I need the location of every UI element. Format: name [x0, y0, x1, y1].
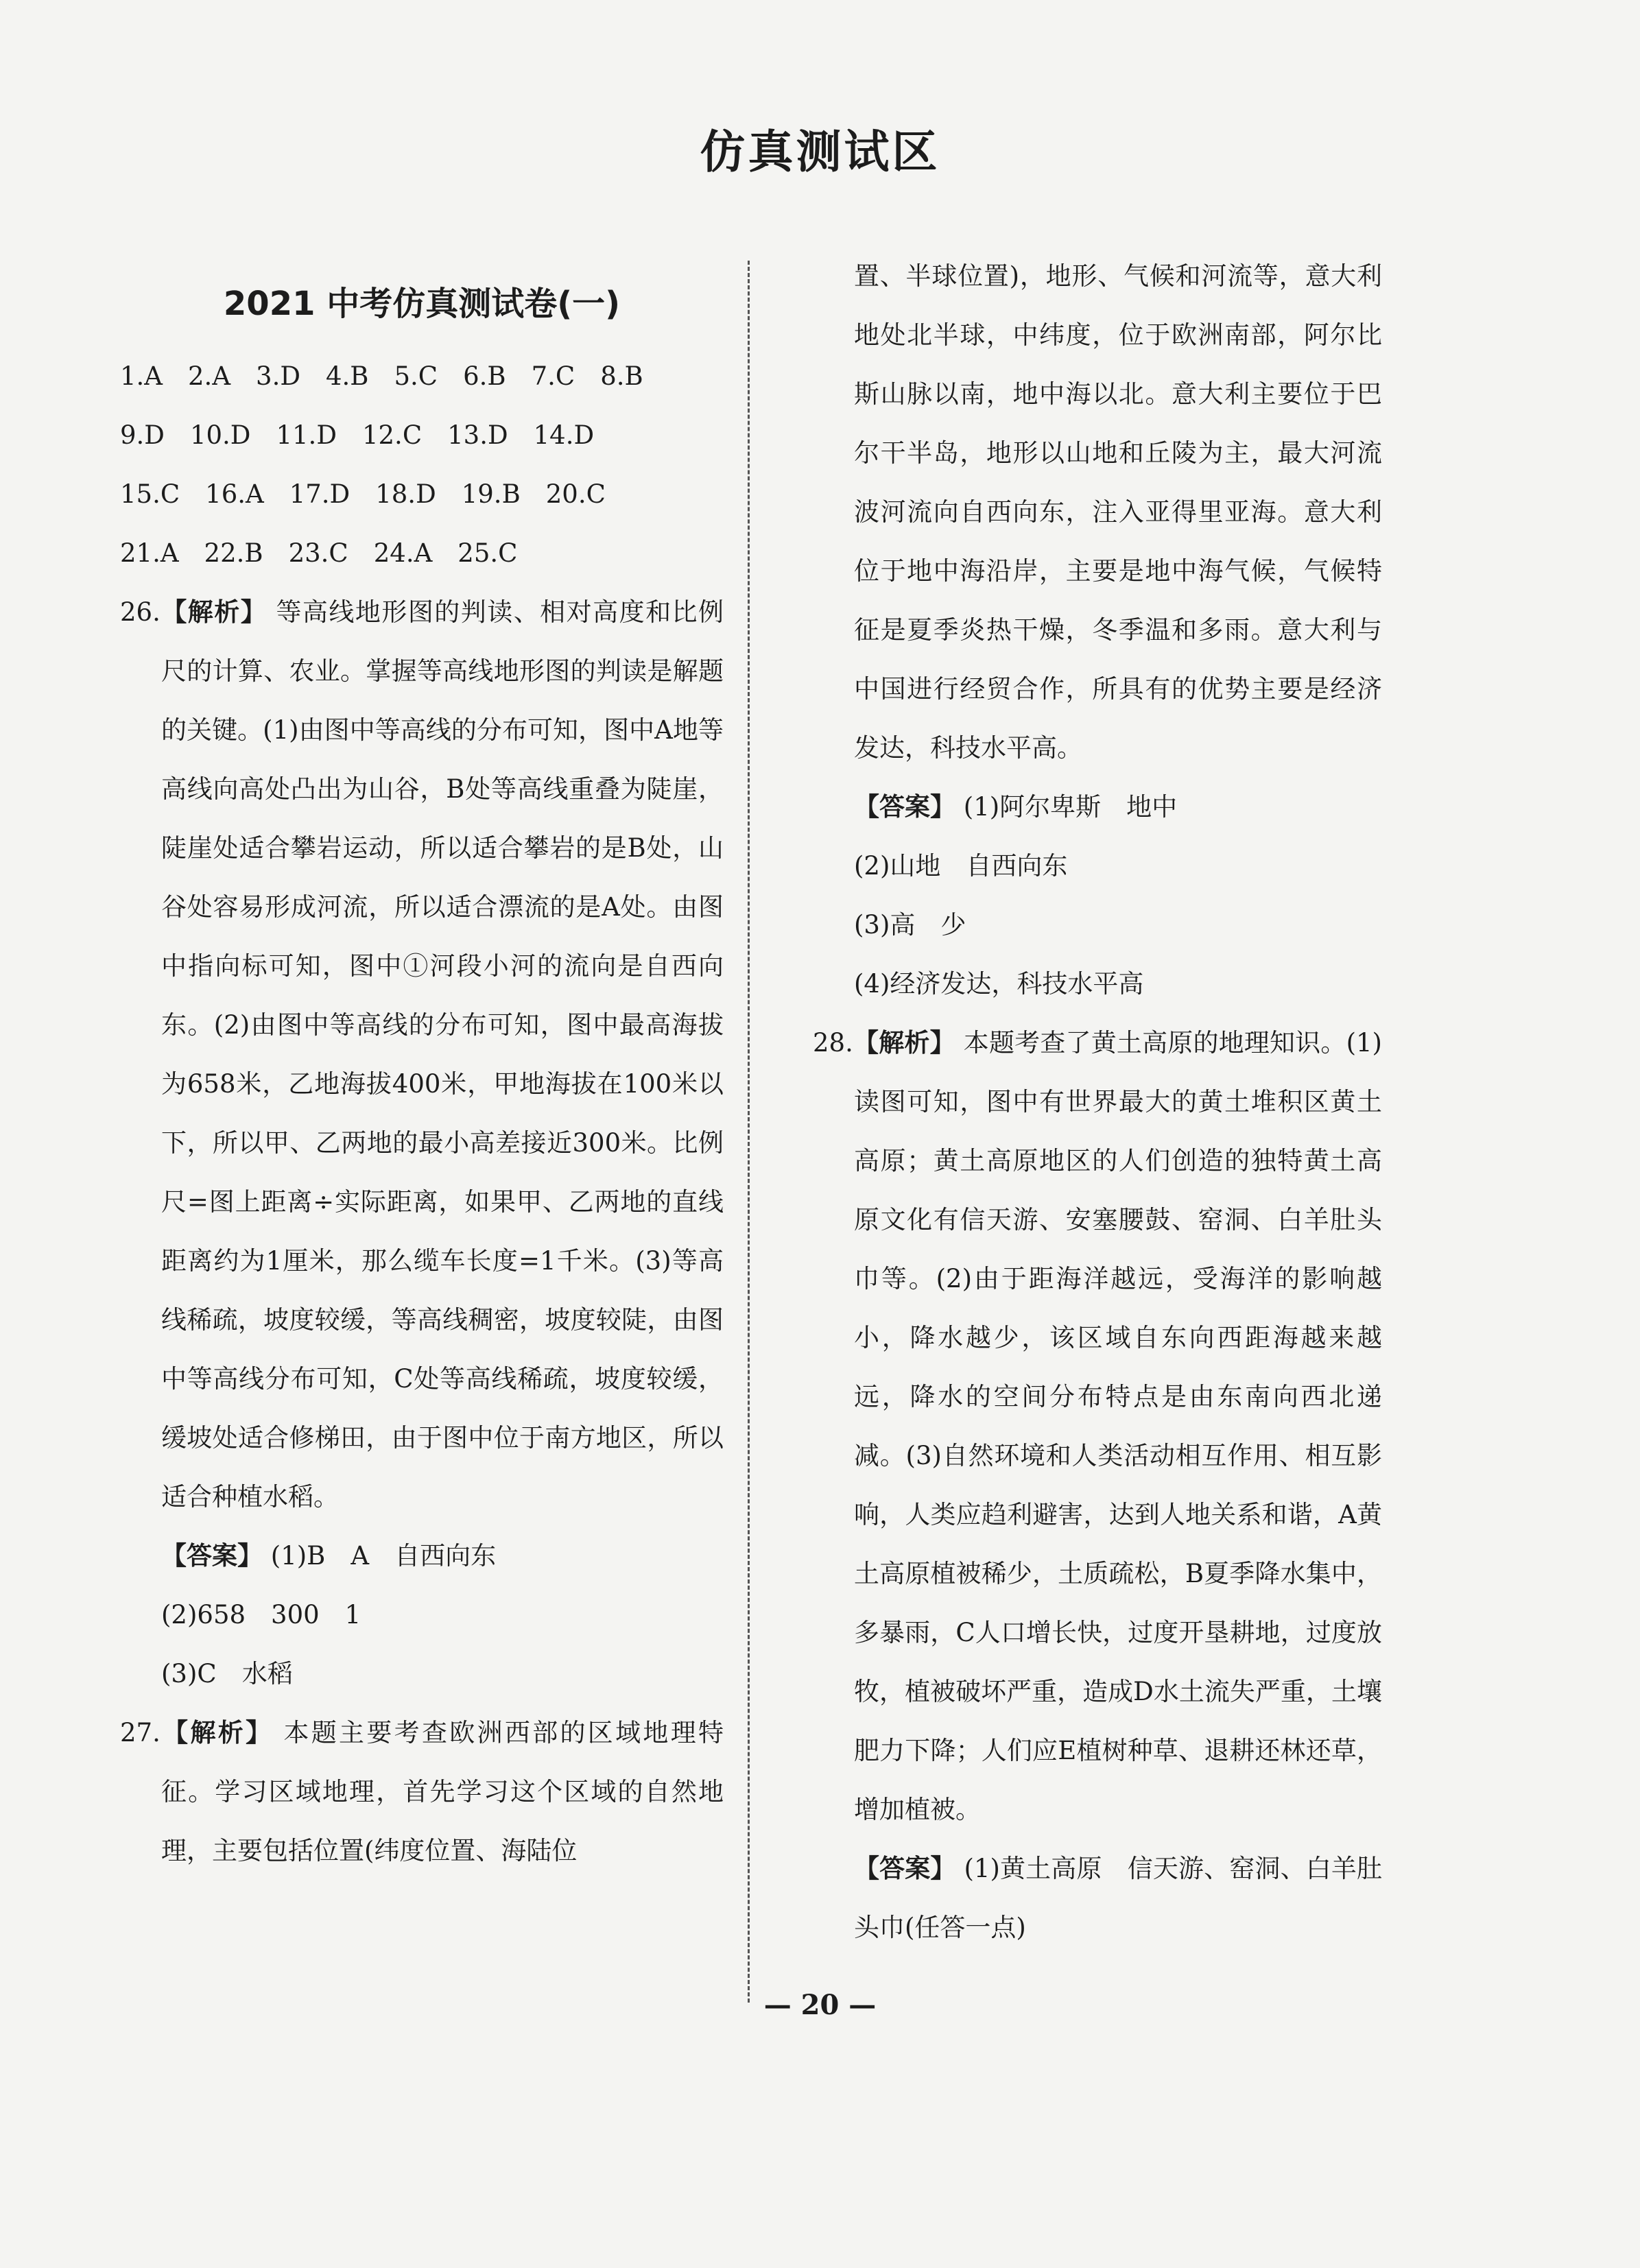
q28-answer-text: (1)黄土高原 信天游、窑洞、白羊肚头巾(任答一点) — [854, 1854, 1382, 1942]
left-column — [120, 274, 724, 1881]
q27-answer-4: (4)经济发达，科技水平高 — [854, 969, 1144, 999]
exam-title: 2021 中考仿真测试卷(一) — [223, 285, 621, 323]
q27-answer-2: (2)山地 自西向东 — [854, 851, 1068, 881]
q27-text-left: 本题主要考查欧洲西部的区域地理特征。学习区域地理，首先学习这个区域的自然地理，主要包括位置(纬度位置、海陆位 — [161, 1718, 724, 1865]
q26-explanation — [120, 583, 724, 1527]
q27-explanation-cont: 置、半球位置)，地形、气候和河流等，意大利地处北半球，中纬度，位于欧洲南部，阿尔比斯山脉以南，地中海以北。意大利主要位于巴尔干半岛，地形以山地和丘陵为主，最大河流波河流向自西向东，注入亚得里亚海。意大利位于地中海沿岸，主要是地中海气候，气候特征是夏季炎热干燥，冬季温和多雨。意大利与中国进行经贸合作，所具有的优势主要是经济发达，科技水平高。 — [854, 261, 1382, 763]
q28-answer-1 — [813, 1839, 1382, 1957]
q27-answer-1 — [813, 778, 1382, 837]
q26-answer-2: (2)658 300 1 — [161, 1600, 361, 1630]
q28-number: 28. — [813, 1028, 853, 1058]
q27-tag: 【解析】 — [160, 1718, 274, 1747]
q28-text: 本题考查了黄土高原的地理知识。(1)读图可知，图中有世界最大的黄土堆积区黄土高原；黄土高原地区的人们创造的独特黄土高原文化有信天游、安塞腰鼓、窑洞、白羊肚头巾等。(2)由于距海洋越远，受海洋的影响越小，降水越少，该区域自东向西距海越来越远，降水的空间分布特点是由东南向西北递减。(3)自然环境和人类活动相互作用、相互影响，人类应趋利避害，达到人地关系和谐，A黄土高原植被稀少，土质疏松，B夏季降水集中，多暴雨，C人口增长快，过度开垦耕地，过度放牧，植被破坏严重，造成D水土流失严重，土壤肥力下降；人们应E植树种草、退耕还林还草，增加植被。 — [854, 1028, 1382, 1824]
q27-explanation-start — [120, 1704, 724, 1881]
q28-explanation — [813, 1014, 1382, 1839]
q26-answer-1 — [120, 1527, 724, 1586]
answer-row: 21.A 22.B 23.C 24.A 25.C — [120, 538, 518, 568]
q26-answer-tag: 【答案】 — [161, 1541, 263, 1571]
q26-text: 等高线地形图的判读、相对高度和比例尺的计算、农业。掌握等高线地形图的判读是解题的关键。(1)由图中等高线的分布可知，图中A地等高线向高处凸出为山谷，B处等高线重叠为陡崖，陡崖处适合攀岩运动，所以适合攀岩的是B处，山谷处容易形成河流，所以适合漂流的是A处。由图中指向标可知，图中①河段小河的流向是自西向东。(2)由图中等高线的分布可知，图中最高海拔为658米，乙地海拔400米，甲地海拔在100米以下，所以甲、乙两地的最小高差接近300米。比例尺=图上距离÷实际距离，如果甲、乙两地的直线距离约为1厘米，那么缆车长度=1千米。(3)等高线稀疏，坡度较缓，等高线稠密，坡度较陡，由图中等高线分布可知，C处等高线稀疏，坡度较缓，缓坡处适合修梯田，由于图中位于南方地区，所以适合种植水稻。 — [161, 597, 724, 1512]
page-number: — 20 — — [763, 1989, 877, 2021]
page-title: 仿真测试区 — [700, 125, 940, 178]
q26-answer-text: (1)B A 自西向东 — [270, 1541, 497, 1571]
q26-tag: 【解析】 — [160, 597, 268, 627]
answer-row: 1.A 2.A 3.D 4.B 5.C 6.B 7.C 8.B — [120, 361, 643, 391]
q27-answer-3: (3)高 少 — [854, 910, 966, 940]
q26-answer-3: (3)C 水稻 — [161, 1659, 293, 1688]
q28-answer-tag: 【答案】 — [854, 1854, 956, 1883]
answer-row: 9.D 10.D 11.D 12.C 13.D 14.D — [120, 420, 595, 450]
right-column — [813, 247, 1382, 1957]
q27-number: 27. — [120, 1718, 161, 1747]
q26-number: 26. — [120, 597, 161, 627]
column-divider — [748, 261, 750, 2003]
q27-answer-text: (1)阿尔卑斯 地中 — [963, 792, 1178, 822]
answer-row: 15.C 16.A 17.D 18.D 19.B 20.C — [120, 479, 606, 509]
q28-tag: 【解析】 — [853, 1028, 955, 1058]
q27-answer-tag: 【答案】 — [854, 792, 955, 822]
